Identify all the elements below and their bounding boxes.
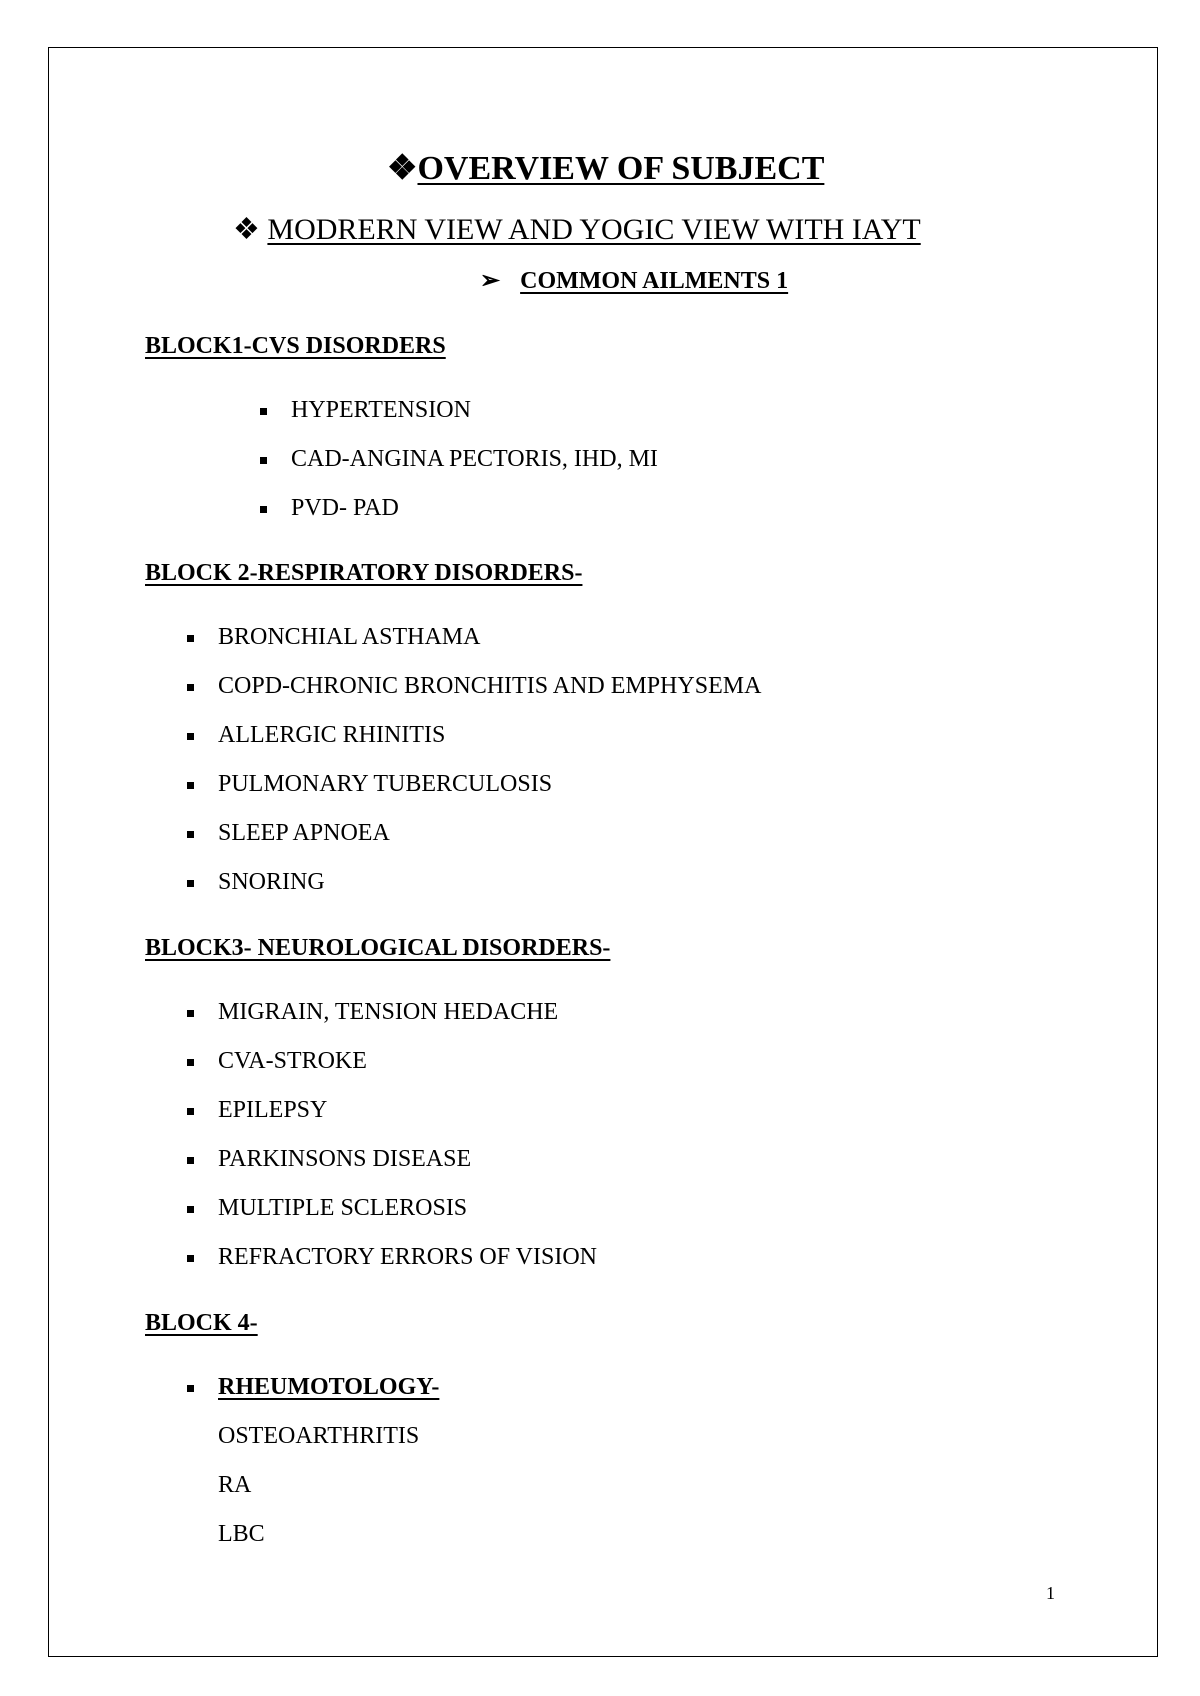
list-item: BRONCHIAL ASTHAMA <box>218 624 481 650</box>
square-bullet-icon <box>260 506 267 513</box>
block-4-heading: BLOCK 4- <box>145 1310 258 1336</box>
square-bullet-icon <box>260 457 267 464</box>
block-3-heading: BLOCK3- NEUROLOGICAL DISORDERS- <box>145 935 611 961</box>
diamond-bullet-icon: ❖ <box>387 150 418 187</box>
list-item: OSTEOARTHRITIS <box>218 1423 420 1449</box>
arrow-bullet-icon: ➢ <box>480 268 501 294</box>
square-bullet-icon <box>187 635 194 642</box>
block-2-heading: BLOCK 2-RESPIRATORY DISORDERS- <box>145 560 583 586</box>
title-line-2 <box>233 212 921 247</box>
square-bullet-icon <box>187 782 194 789</box>
square-bullet-icon <box>187 684 194 691</box>
list-item: RA <box>218 1472 252 1498</box>
list-item: LBC <box>218 1521 265 1547</box>
document-title: OVERVIEW OF SUBJECT <box>417 150 825 187</box>
square-bullet-icon <box>187 1010 194 1017</box>
list-item: PULMONARY TUBERCULOSIS <box>218 771 553 797</box>
list-item: REFRACTORY ERRORS OF VISION <box>218 1244 597 1270</box>
square-bullet-icon <box>187 831 194 838</box>
list-item: COPD-CHRONIC BRONCHITIS AND EMPHYSEMA <box>218 673 762 699</box>
section-title: COMMON AILMENTS 1 <box>520 268 789 294</box>
document-subtitle: MODRERN VIEW AND YOGIC VIEW WITH IAYT <box>267 213 921 246</box>
list-item: MIGRAIN, TENSION HEDACHE <box>218 999 559 1025</box>
block-1-heading: BLOCK1-CVS DISORDERS <box>145 333 446 359</box>
square-bullet-icon <box>187 1059 194 1066</box>
list-item: MULTIPLE SCLEROSIS <box>218 1195 468 1221</box>
square-bullet-icon <box>187 1206 194 1213</box>
page-number: 1 <box>1046 1583 1055 1603</box>
square-bullet-icon <box>187 1157 194 1164</box>
block-4-subheading: RHEUMOTOLOGY- <box>218 1374 440 1400</box>
list-item: SLEEP APNOEA <box>218 820 390 846</box>
list-item: ALLERGIC RHINITIS <box>218 722 446 748</box>
list-item: EPILEPSY <box>218 1097 328 1123</box>
list-item: PARKINSONS DISEASE <box>218 1146 472 1172</box>
diamond-bullet-icon: ❖ <box>233 213 260 246</box>
list-item: SNORING <box>218 869 325 895</box>
title-line-1 <box>387 148 824 188</box>
list-item: PVD- PAD <box>291 495 399 521</box>
square-bullet-icon <box>187 880 194 887</box>
list-item: CAD-ANGINA PECTORIS, IHD, MI <box>291 446 658 472</box>
square-bullet-icon <box>187 1255 194 1262</box>
title-line-3 <box>480 266 788 295</box>
square-bullet-icon <box>260 408 267 415</box>
list-item: HYPERTENSION <box>291 397 471 423</box>
list-item: CVA-STROKE <box>218 1048 367 1074</box>
square-bullet-icon <box>187 1385 194 1392</box>
square-bullet-icon <box>187 733 194 740</box>
square-bullet-icon <box>187 1108 194 1115</box>
